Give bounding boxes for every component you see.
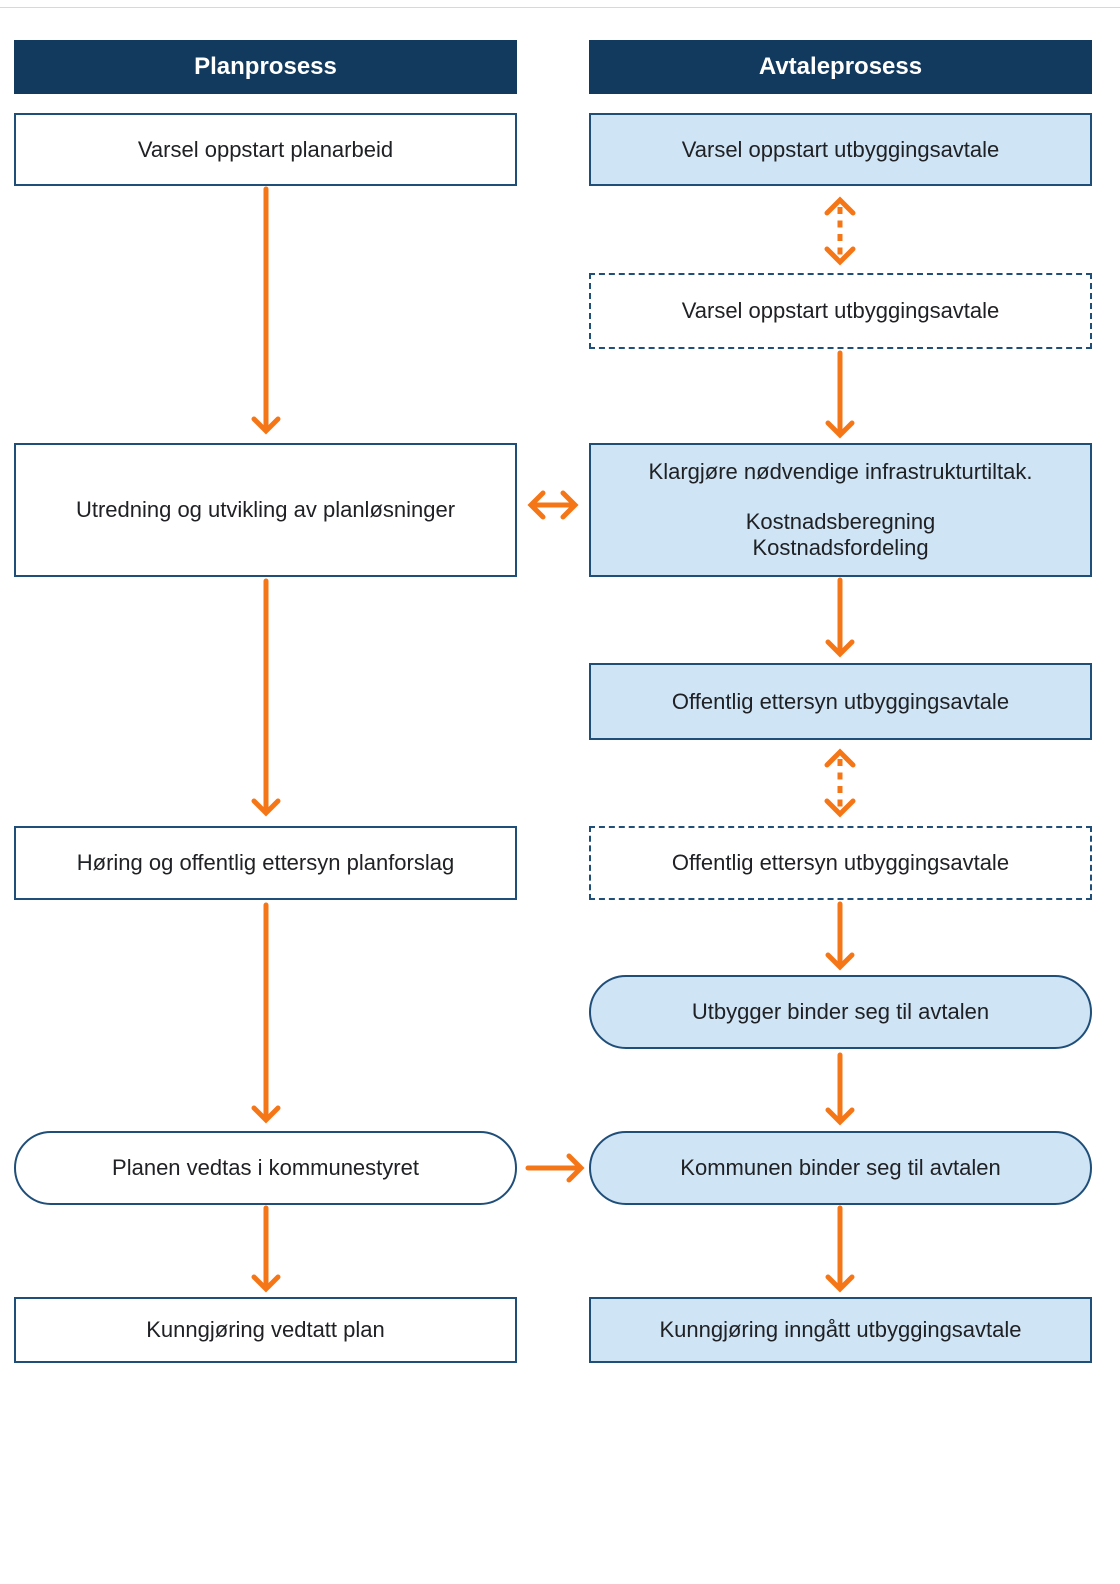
plan-step-kunngjoring-box: [14, 1297, 517, 1363]
plan-step-horing-box: [14, 826, 517, 900]
avtale-column-header-label: Avtaleprosess: [758, 53, 923, 80]
avtale-dashed-double-arrow-ettersyn: [820, 749, 860, 817]
avtale-step-ettersyn-box: [589, 663, 1092, 740]
avtale-step-klargjore-line3: Kostnadsfordeling: [752, 535, 929, 560]
avtale-step-klargjore-line1: Klargjøre nødvendige infrastrukturtiltak.: [648, 459, 1033, 484]
avtale-step-varsel-dashed-label: Varsel oppstart utbyggingsavtale: [681, 298, 1000, 323]
page-top-border: [0, 7, 1120, 8]
avtale-step-varsel-label: Varsel oppstart utbyggingsavtale: [681, 136, 1000, 162]
plan-step-kunngjoring-label: Kunngjøring vedtatt plan: [146, 1317, 385, 1342]
plan-column-header-label: Planprosess: [194, 53, 337, 80]
avtale-step-ettersyn-label: Offentlig ettersyn utbyggingsavtale: [671, 688, 1010, 714]
avtale-step-kunngjoring-box: [589, 1297, 1092, 1363]
plan-step-vedtak-label: Planen vedtas i kommunestyret: [112, 1155, 419, 1180]
plan-column-header: [14, 40, 517, 94]
avtale-arrow-klargjore-to-ettersyn: [822, 580, 858, 657]
plan-arrow-vedtak-to-kunngjoring: [248, 1208, 284, 1292]
avtale-step-ettersyn-dashed-box: [589, 826, 1092, 900]
avtale-step-kommunen-pill: [589, 1131, 1092, 1205]
plan-step-vedtak-pill: [14, 1131, 517, 1205]
avtale-step-varsel-dashed-box: [589, 273, 1092, 349]
cross-double-arrow-utredning-klargjore: [527, 488, 579, 522]
avtale-arrow-varsel-to-klargjore: [822, 353, 858, 438]
avtale-step-varsel-box: [589, 113, 1092, 186]
plan-arrow-utredning-to-horing: [248, 581, 284, 816]
avtale-step-ettersyn-dashed-label: Offentlig ettersyn utbyggingsavtale: [671, 850, 1010, 875]
avtale-dashed-double-arrow-varsel: [820, 197, 860, 265]
avtale-arrow-utbygger-to-kommunen: [822, 1055, 858, 1125]
plan-step-varsel-label: Varsel oppstart planarbeid: [137, 136, 394, 162]
plan-step-horing-label: Høring og offentlig ettersyn planforslag: [76, 850, 455, 875]
avtale-arrow-ettersyn-to-utbygger: [822, 904, 858, 970]
avtale-step-utbygger-label: Utbygger binder seg til avtalen: [691, 999, 990, 1024]
avtale-step-kunngjoring-label: Kunngjøring inngått utbyggingsavtale: [659, 1317, 1022, 1342]
avtale-arrow-kommunen-to-kunngjoring: [822, 1208, 858, 1292]
plan-arrow-varsel-to-utredning: [248, 189, 284, 434]
cross-arrow-vedtak-to-kommunen: [527, 1151, 585, 1185]
plan-arrow-horing-to-vedtak: [248, 905, 284, 1123]
avtale-step-utbygger-pill: [589, 975, 1092, 1049]
avtale-step-klargjore-box: [589, 443, 1092, 577]
plan-step-utredning-box: [14, 443, 517, 577]
avtale-step-klargjore-line2: Kostnadsberegning: [745, 509, 936, 534]
plan-step-utredning-label: Utredning og utvikling av planløsninger: [75, 497, 456, 522]
plan-step-varsel-box: [14, 113, 517, 186]
avtale-column-header: [589, 40, 1092, 94]
avtale-step-kommunen-label: Kommunen binder seg til avtalen: [680, 1155, 1001, 1180]
